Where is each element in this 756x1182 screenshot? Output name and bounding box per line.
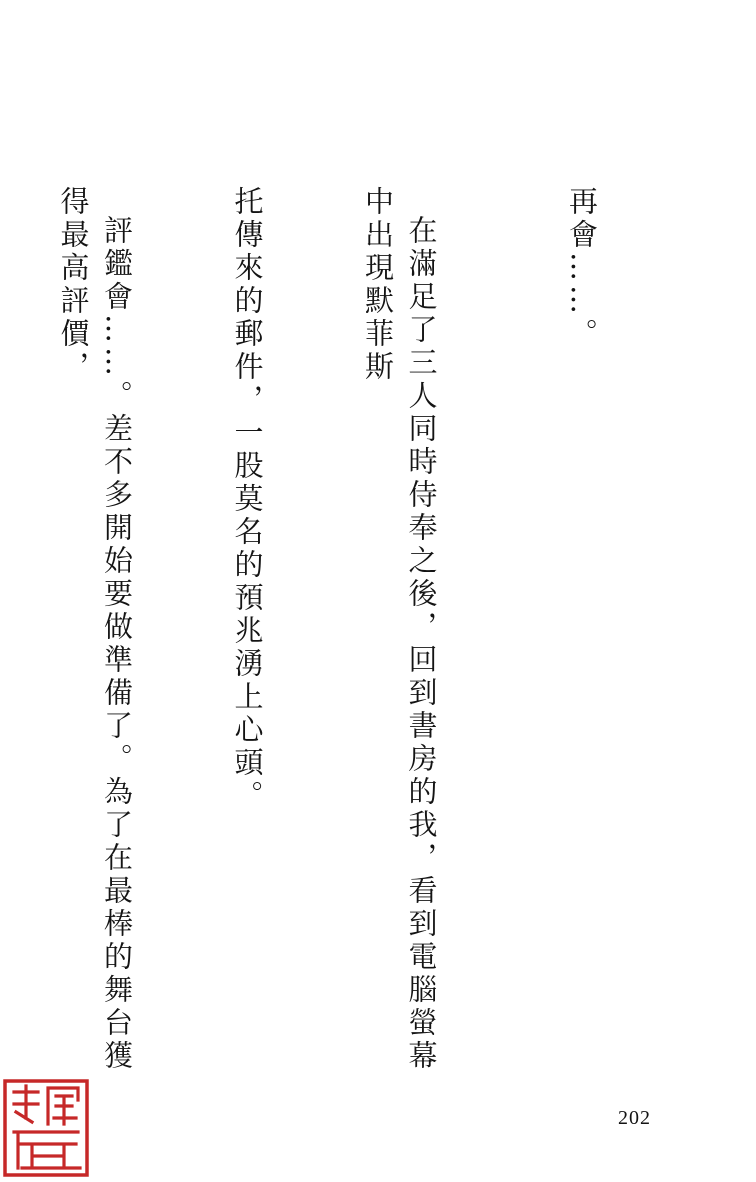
vertical-text-block xyxy=(0,186,690,1086)
chapter-title: 再會……。 xyxy=(565,186,599,351)
seal-stamp-icon xyxy=(2,1078,90,1178)
text-column: 在滿足了三人同時侍奉之後，回到書房的我，看到電腦螢幕中出現默菲斯 xyxy=(361,186,439,1073)
text-column: 托傳來的郵件，一股莫名的預兆湧上心頭。 xyxy=(230,186,265,813)
text-column: 評鑑會……。差不多開始要做準備了。為了在最棒的舞台獲得最高評價， xyxy=(56,186,134,1073)
page-number: 202 xyxy=(618,1107,651,1129)
